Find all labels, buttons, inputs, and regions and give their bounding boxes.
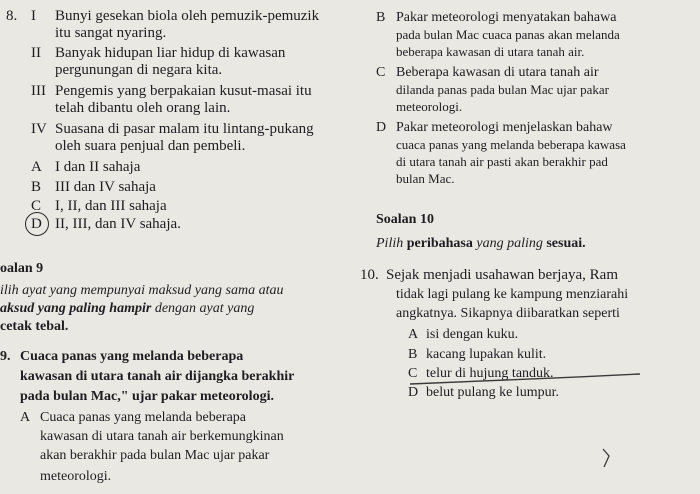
q9-option-d-line1: Pakar meteorologi menjelaskan bahaw (396, 120, 613, 135)
statement-ii-line1: Banyak hidupan liar hidup di kawasan (55, 45, 286, 61)
question-9-number: 9. (0, 349, 11, 364)
question-8-number: 8. (6, 8, 18, 24)
q10-option-d-letter[interactable]: D (408, 385, 419, 400)
q10-option-b-letter[interactable]: B (408, 347, 418, 362)
option-a-text: I dan II sahaja (55, 159, 141, 175)
q9-option-a-line4: meteorologi. (40, 469, 112, 484)
section-9-instruction-line3: cetak tebal. (0, 319, 69, 334)
q9-option-c-line1: Beberapa kawasan di utara tanah air (396, 65, 599, 80)
q10-option-b-text: kacang lupakan kulit. (426, 347, 547, 362)
option-a-letter[interactable]: A (31, 159, 42, 175)
q10-option-d-text: belut pulang ke lumpur. (426, 385, 559, 400)
statement-iv-line1: Suasana di pasar malam itu lintang-pukang (55, 121, 314, 137)
q9-option-a-line1: Cuaca panas yang melanda beberapa (40, 410, 247, 425)
option-c-letter[interactable]: C (31, 198, 42, 214)
q9-option-b-line3: beberapa kawasan di utara tanah air. (396, 44, 585, 59)
statement-iii-numeral: III (31, 83, 46, 99)
statement-i-numeral: I (31, 8, 36, 24)
statement-i-line1: Bunyi gesekan biola oleh pemuzik-pemuzik (55, 8, 320, 24)
q9-option-d-letter[interactable]: D (376, 120, 387, 135)
statement-iii-line1: Pengemis yang berpakaian kusut-masai itu (55, 83, 312, 99)
q9-option-c-line3: meteorologi. (396, 99, 463, 114)
q9-option-d-line4: bulan Mac. (396, 171, 455, 186)
statement-ii-numeral: II (31, 45, 41, 61)
q9-option-d-line3: di utara tanah air pasti akan berakhir pad (396, 154, 608, 169)
q9-option-a-line3: akan berakhir pada bulan Mac ujar pakar (40, 448, 270, 463)
instruction-italic-part: dengan ayat yang (154, 301, 255, 316)
statement-i-line2: itu sangat nyaring. (55, 25, 167, 41)
q10-option-c-text: telur di hujung tanduk. (426, 366, 554, 381)
instr-word-peribahasa: peribahasa (406, 236, 473, 251)
question-10-line2: tidak lagi pulang ke kampung menziarahi (396, 287, 629, 302)
q10-option-a-letter[interactable]: A (408, 327, 419, 342)
statement-iii-line2: telah dibantu oleh orang lain. (55, 100, 231, 116)
pen-tick-mark (603, 449, 609, 467)
question-9-line1: Cuaca panas yang melanda beberapa (20, 349, 244, 364)
instr-word-sesuai: sesuai. (546, 236, 586, 251)
statement-iv-line2: oleh suara penjual dan pembeli. (55, 138, 246, 154)
question-10-number: 10. (360, 267, 379, 283)
q9-option-a-line2: kawasan di utara tanah air berkemungkinan (40, 429, 284, 444)
q10-option-c-letter[interactable]: C (408, 366, 418, 381)
question-9-line2: kawasan di utara tanah air dijangka berakhir (20, 369, 295, 384)
statement-iv-numeral: IV (31, 121, 47, 137)
q10-option-a-text: isi dengan kuku. (426, 327, 519, 342)
question-10-line1: Sejak menjadi usahawan berjaya, Ram (386, 267, 619, 283)
instruction-bold-part: aksud yang paling hampir (0, 301, 152, 316)
option-c-text: I, II, dan III sahaja (55, 198, 167, 214)
statement-ii-line2: pergunungan di negara kita. (55, 62, 223, 78)
q9-option-b-line2: pada bulan Mac cuaca panas akan melanda (396, 27, 620, 42)
instr-words-yang-paling: yang paling (476, 236, 543, 251)
q9-option-c-line2: dilanda panas pada bulan Mac ujar pakar (396, 82, 609, 97)
section-10-heading: Soalan 10 (376, 212, 434, 227)
section-9-heading: oalan 9 (0, 261, 44, 276)
section-9-instruction-line1: ilih ayat yang mempunyai maksud yang sama atau (0, 283, 284, 298)
option-b-text: III dan IV sahaja (55, 179, 156, 195)
pen-stroke-line (410, 374, 640, 384)
q9-option-b-line1: Pakar meteorologi menyatakan bahawa (396, 10, 617, 25)
option-d-letter[interactable]: D (31, 216, 42, 232)
q9-option-d-line2: cuaca panas yang melanda beberapa kawasa (396, 137, 626, 152)
q9-option-c-letter[interactable]: C (376, 65, 386, 80)
instr-word-pilih: Pilih (376, 236, 404, 251)
question-10-line3: angkatnya. Sikapnya diibaratkan seperti (396, 306, 620, 321)
option-b-letter[interactable]: B (31, 179, 42, 195)
option-d-text: II, III, dan IV sahaja. (55, 216, 181, 232)
question-9-line3: pada bulan Mac," ujar pakar meteorologi. (20, 389, 274, 404)
q9-option-a-letter[interactable]: A (20, 410, 31, 425)
q9-option-b-letter[interactable]: B (376, 10, 386, 25)
